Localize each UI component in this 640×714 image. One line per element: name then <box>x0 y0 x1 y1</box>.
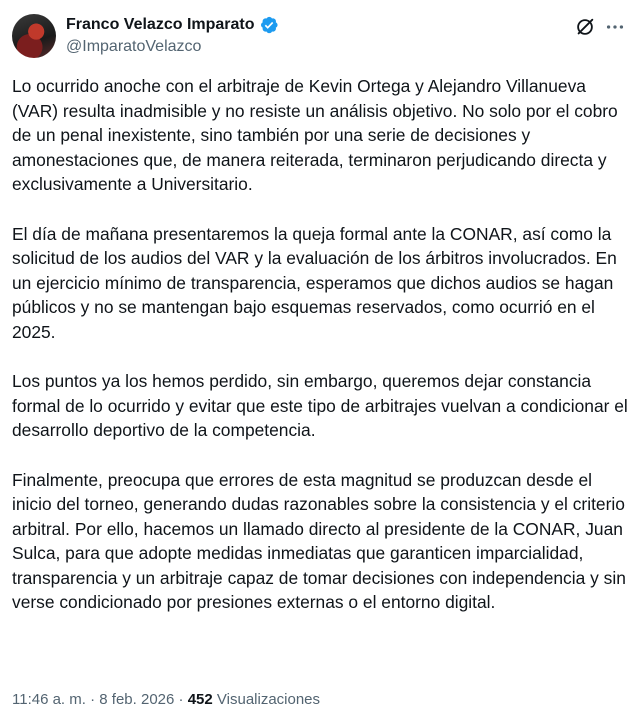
tweet-text <box>12 74 628 615</box>
paragraph-1: Lo ocurrido anoche con el arbitraje de Kevin Ortega y Alejandro Villanueva (VAR) resulta inadmisible y no resiste un análisis objetivo. No solo por el cobro de un penal inexistente, sino también por una serie de decisiones y amonestaciones que, de manera reiterada, terminaron perjudicando directa y exclusivamente a Universitario. <box>12 76 618 195</box>
avatar[interactable] <box>12 14 56 58</box>
grok-slash-icon[interactable] <box>574 16 596 38</box>
name-row <box>66 14 279 36</box>
tweet-meta <box>12 690 320 710</box>
paragraph-3: Los puntos ya los hemos perdido, sin embargo, queremos dejar constancia formal de lo ocurrido y evitar que este tipo de arbitrajes vuelvan a condicionar el desarrollo deportivo de la competencia. <box>12 371 628 441</box>
display-name[interactable]: Franco Velazco Imparato <box>66 16 255 33</box>
author-info <box>66 14 279 58</box>
paragraph-2: El día de mañana presentaremos la queja formal ante la CONAR, así como la solicitud de los audios del VAR y la evaluación de los árbitros involucrados. En un ejercicio mínimo de transparencia, esperamos que dichos audios se hagan públicos y no se mantengan bajo esquemas reservados, como ocurrió en el 2025. <box>12 223 617 342</box>
handle[interactable]: @ImparatoVelazco <box>66 38 202 55</box>
tweet-header <box>12 12 626 62</box>
post-date[interactable]: 8 feb. 2026 <box>99 691 175 708</box>
views-count[interactable]: 452 <box>187 691 213 708</box>
meta-separator: · <box>85 691 100 708</box>
views-label: Visualizaciones <box>216 691 321 708</box>
meta-separator-2: · <box>174 691 188 708</box>
more-dots-icon[interactable] <box>604 16 626 38</box>
verified-badge-icon <box>259 15 279 35</box>
post-time[interactable]: 11:46 a. m. <box>12 691 86 708</box>
paragraph-4: Finalmente, preocupa que errores de esta magnitud se produzcan desde el inicio del torneo, generando dudas razonables sobre la consistencia y el criterio arbitral. Por ello, hacemos un llamado directo al presidente de la CONAR, Juan Sulca, para que adopte medidas inmediatas que garanticen imparcialidad, transparencia y un arbitraje capaz de tomar decisiones con independencia y sin verse condicionado por presiones externas o el entorno digital. <box>12 469 626 613</box>
